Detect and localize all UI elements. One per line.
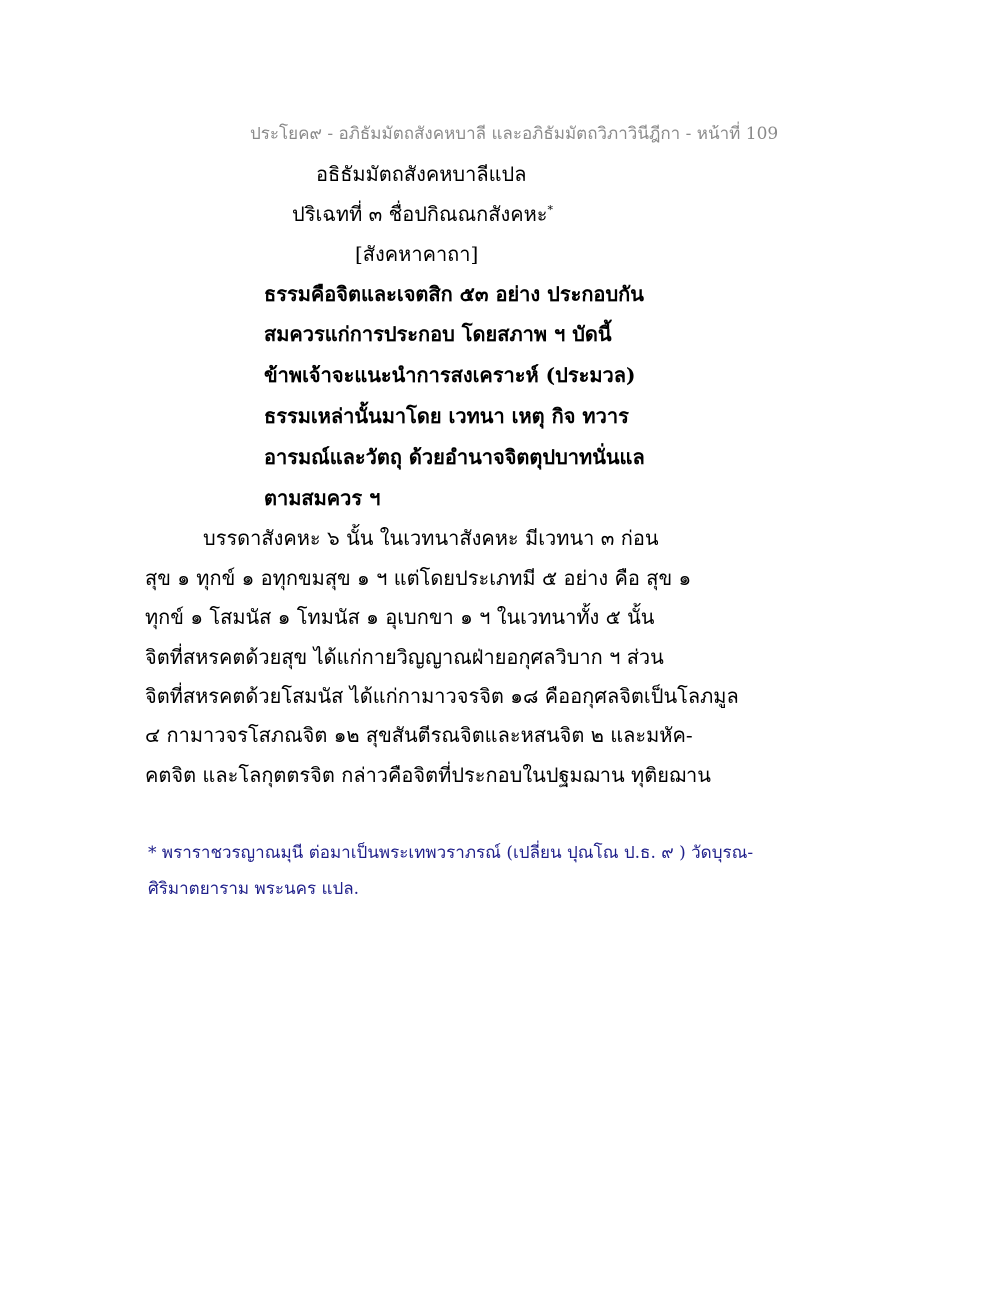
page-title: อธิธัมมัตถสังคหบาลีแปล [316,162,527,186]
body-line: ๔ กามาวจรโสภณจิต ๑๒ สุขสันตีรณจิตและหสนจิต ๒ และมหัค- [145,723,693,747]
verse-line: สมควรแก่การประกอบ โดยสภาพ ฯ บัดนี้ [264,322,612,346]
verse-line: อารมณ์และวัตถุ ด้วยอำนาจจิตตุปบาทนั่นแล [264,445,645,469]
body-line: สุข ๑ ทุกข์ ๑ อทุกขมสุข ๑ ฯ แต่โดยประเภทมี ๕ อย่าง คือ สุข ๑ [145,566,692,590]
body-line: ทุกข์ ๑ โสมนัส ๑ โทมนัส ๑ อุเบกขา ๑ ฯ ในเวทนาทั้ง ๕ นั้น [145,605,655,629]
chapter-heading-text: ปริเฉทที่ ๓ ชื่อปกิณณกสังคหะ [292,202,548,226]
verse-line: ข้าพเจ้าจะแนะนำการสงเคราะห์ (ประมวล) [264,363,636,387]
footnote-line: ศิริมาตยาราม พระนคร แปล. [148,879,360,899]
body-line: คตจิต และโลกุตตรจิต กล่าวคือจิตที่ประกอบในปฐมฌาน ทุติยฌาน [145,763,711,787]
chapter-heading [292,204,553,224]
footnote-line: * พราราชวรญาณมุนี ต่อมาเป็นพระเทพวราภรณ์ (เปลี่ยน ปุณโณ ป.ธ. ๙ ) วัดบุรณ- [148,843,754,863]
section-subheading: [สังคหาคาถา] [355,242,479,266]
verse-line: ธรรมเหล่านั้นมาโดย เวทนา เหตุ กิจ ทวาร [264,404,629,428]
running-header: ประโยค๙ - อภิธัมมัตถสังคหบาลี และอภิธัมมัตถวิภาวินีฎีกา - หน้าที่ 109 [250,124,779,144]
verse-line: ธรรมคือจิตและเจตสิก ๕๓ อย่าง ประกอบกัน [264,282,644,306]
body-line: จิตที่สหรคตด้วยสุข ได้แก่กายวิญญาณฝ่ายอกุศลวิบาก ฯ ส่วน [145,645,664,669]
footnote-marker: * [547,203,554,217]
verse-line: ตามสมควร ฯ [264,486,381,510]
body-line: บรรดาสังคหะ ๖ นั้น ในเวทนาสังคหะ มีเวทนา ๓ ก่อน [203,526,659,550]
body-line: จิตที่สหรคตด้วยโสมนัส ได้แก่กามาวจรจิต ๑๘ คืออกุศลจิตเป็นโลภมูล [145,684,739,708]
